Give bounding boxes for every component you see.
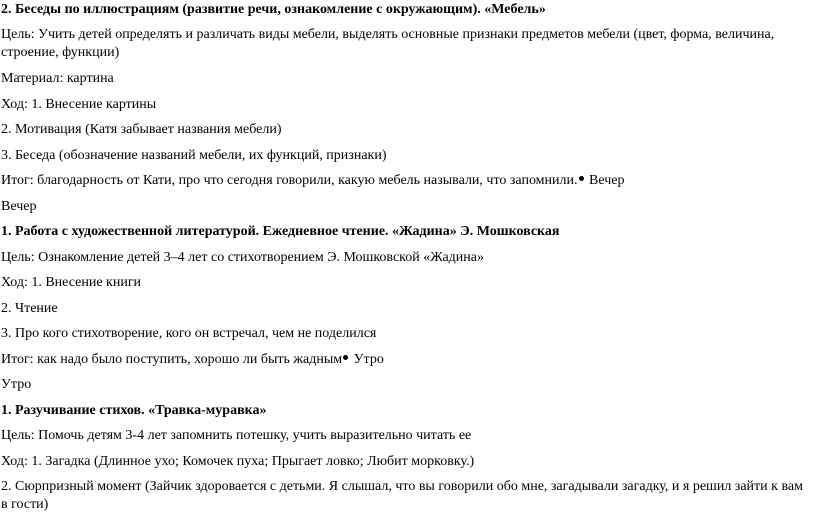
section1-step1: Ход: 1. Внесение картины	[1, 97, 157, 112]
section2-goal: Цель: Ознакомление детей 3–4 лет со стихотворением Э. Мошковской «Жадина»	[1, 250, 484, 265]
bullet-dot-icon	[579, 176, 584, 181]
bullet-dot-icon	[343, 355, 348, 360]
time-label-morning: Утро	[1, 377, 32, 392]
section3-heading: 1. Разучивание стихов. «Травка-муравка»	[1, 403, 267, 418]
section2-step2: 2. Чтение	[1, 301, 58, 316]
section2-result: Итог: как надо было поступить, хорошо ли быть жадным	[1, 352, 343, 367]
section2-step3: 3. Про кого стихотворение, кого он встречал, чем не поделился	[1, 326, 377, 341]
section1-result: Итог: благодарность от Кати, про что сегодня говорили, какую мебель называли, что запомнили.	[1, 173, 578, 188]
section1-step2: 2. Мотивация (Катя забывает названия мебели)	[1, 122, 282, 137]
section3-goal: Цель: Помочь детям 3-4 лет запомнить потешку, учить выразительно читать ее	[1, 428, 472, 443]
section2-step1: Ход: 1. Внесение книги	[1, 275, 142, 290]
section2-result-tail: Утро	[353, 352, 384, 367]
section1-heading: 2. Беседы по иллюстрациям (развитие речи, ознакомление с окружающим). «Мебель»	[1, 2, 546, 17]
time-label-evening: Вечер	[1, 199, 37, 214]
section3-step1: Ход: 1. Загадка (Длинное ухо; Комочек пуха; Прыгает ловко; Любит морковку.)	[1, 454, 475, 469]
section1-material: Материал: картина	[1, 71, 114, 86]
section3-step2: 2. Сюрпризный момент (Зайчик здоровается с детьми. Я слышал, что вы говорили обо мне, загадывали загадку, и я решил зайти к вам в гости)	[1, 479, 803, 512]
section1-result-tail: Вечер	[589, 173, 625, 188]
section1-goal: Цель: Учить детей определять и различать виды мебели, выделять основные признаки предметов мебели (цвет, форма, величина, строение, функции)	[1, 27, 775, 60]
section1-result-line	[1, 172, 807, 190]
section1-step3: 3. Беседа (обозначение названий мебели, их функций, признаки)	[1, 148, 387, 163]
section2-result-line	[1, 351, 807, 369]
section2-heading: 1. Работа с художественной литературой. Ежедневное чтение. «Жадина» Э. Мошковская	[1, 224, 560, 239]
